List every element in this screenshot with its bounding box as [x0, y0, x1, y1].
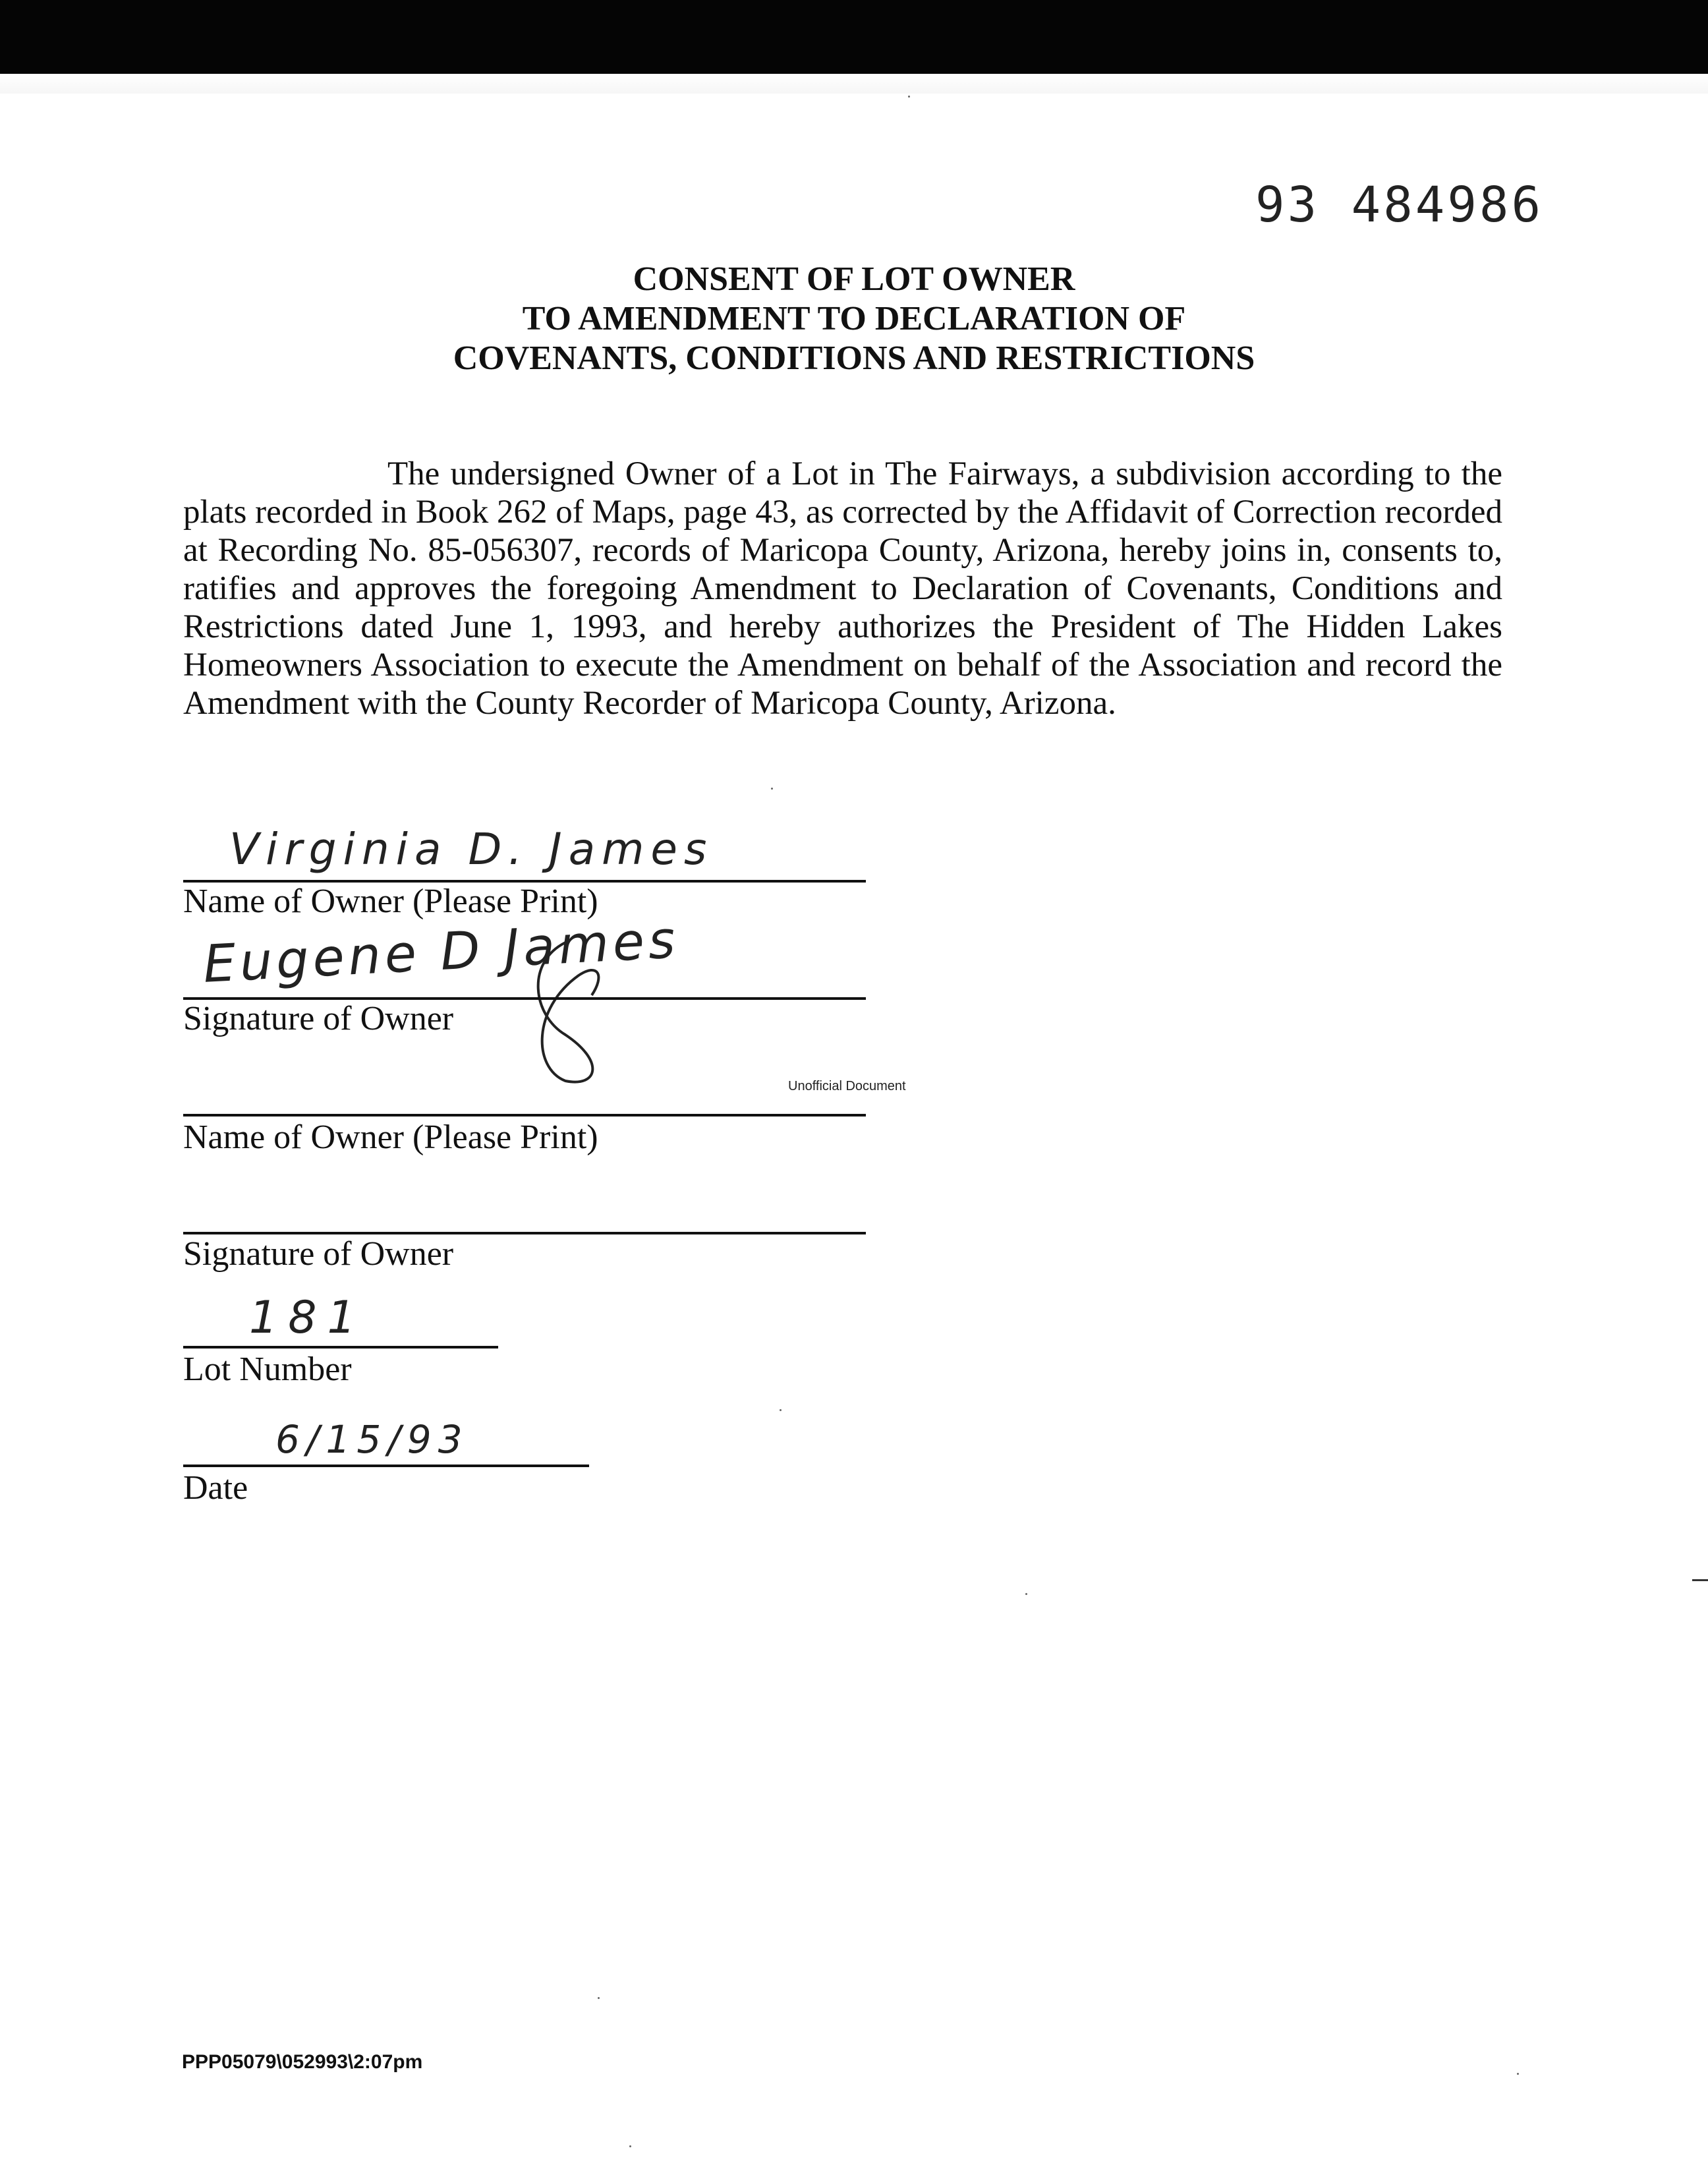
owner-1-name-handwritten: Virginia D. James: [229, 824, 714, 875]
scan-edge-shadow: [0, 74, 1708, 94]
lot-number-line: [183, 1346, 498, 1348]
recording-number: 93 484986: [1255, 177, 1543, 233]
signature-flourish: [506, 936, 638, 1094]
lot-number-label: Lot Number: [183, 1350, 352, 1388]
title-line-1: CONSENT OF LOT OWNER: [633, 260, 1075, 298]
footer-code: PPP05079\052993\2:07pm: [182, 2051, 423, 2073]
scan-speck: [780, 1409, 782, 1411]
scan-speck: [908, 96, 910, 98]
scan-edge-mark: [1692, 1579, 1708, 1581]
date-label: Date: [183, 1469, 248, 1507]
owner-2-name-label: Name of Owner (Please Print): [183, 1118, 598, 1156]
title-line-2: TO AMENDMENT TO DECLARATION OF: [522, 300, 1186, 337]
owner-2-name-line: [183, 1114, 866, 1116]
owner-1-signature-handwritten: Eugene D James: [202, 910, 681, 995]
date-line: [183, 1464, 589, 1467]
date-handwritten: 6/15/93: [275, 1417, 469, 1462]
owner-1-signature-label: Signature of Owner: [183, 1000, 454, 1037]
scan-speck: [1025, 1593, 1027, 1595]
owner-1-name-label: Name of Owner (Please Print): [183, 883, 598, 920]
scan-speck: [629, 2145, 631, 2147]
owner-2-signature-label: Signature of Owner: [183, 1235, 454, 1273]
document-title: [0, 260, 1708, 378]
scan-speck: [598, 1997, 600, 1999]
scan-speck: [1517, 2073, 1519, 2075]
lot-number-handwritten: 181: [249, 1292, 366, 1344]
consent-paragraph: The undersigned Owner of a Lot in The Fairways, a subdivision according to the plats recorded in Book 262 of Maps, page 43, as corrected by the Affidavit of Correction recorded at Recording No. 85-056307, records of Maricopa County, Arizona, hereby joins in, consents to, ratifies and approves the foregoing Amendment to Declaration of Covenants, Conditions and Restrictions dated June 1, 1993, and hereby authorizes the President of The Hidden Lakes Homeowners Association to execute the Amendment on behalf of the Association and record the Amendment with the County Recorder of Maricopa County, Arizona.: [183, 455, 1502, 722]
title-line-3: COVENANTS, CONDITIONS AND RESTRICTIONS: [453, 339, 1255, 377]
scan-speck: [771, 788, 773, 790]
scan-top-bar: [0, 0, 1708, 74]
unofficial-watermark: Unofficial Document: [788, 1079, 906, 1093]
